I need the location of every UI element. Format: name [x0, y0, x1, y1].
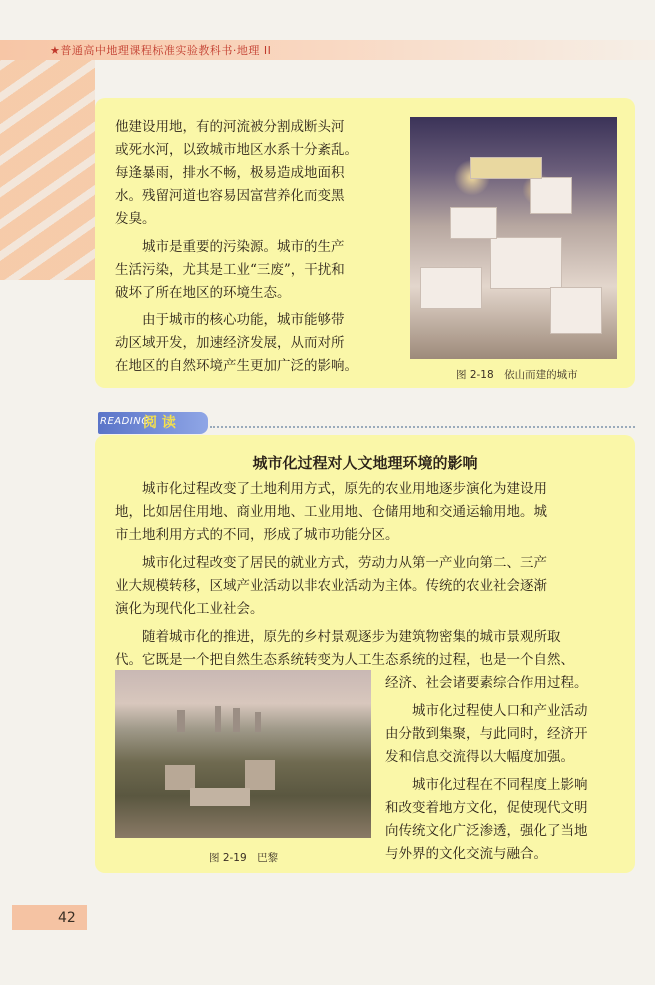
text-line: 在地区的自然环境产生更加广泛的影响。 — [115, 358, 358, 374]
figure-caption: 图 2-18 依山而建的城市 — [456, 369, 578, 381]
reading-badge-cn: 阅 读 — [143, 415, 176, 431]
photo-building — [255, 712, 261, 732]
photo-building — [490, 237, 562, 289]
text-line: 城市化过程改变了土地利用方式，原先的农业用地逐步演化为建设用 — [142, 481, 547, 497]
page-number: 42 — [58, 910, 76, 926]
photo-building — [165, 765, 195, 790]
photo-building — [530, 177, 572, 214]
text-line: 地，比如居住用地、商业用地、工业用地、仓储用地和交通运输用地。城 — [115, 504, 547, 520]
text-line: 和改变着地方文化，促使现代文明 — [385, 800, 588, 816]
text-line: 水。残留河道也容易因富营养化而变黑 — [115, 188, 345, 204]
paris-photo — [115, 670, 371, 838]
text-line: 代。它既是一个把自然生态系统转变为人工生态系统的过程，也是一个自然、 — [115, 652, 574, 668]
photo-building — [233, 708, 240, 732]
text-line: 破坏了所在地区的环境生态。 — [115, 285, 291, 301]
decorative-stripes — [0, 60, 95, 280]
text-line: 或死水河，以致城市地区水系十分紊乱。 — [115, 142, 358, 158]
photo-building — [190, 788, 250, 806]
text-line: 随着城市化的推进，原先的乡村景观逐步为建筑物密集的城市景观所取 — [142, 629, 561, 645]
photo-building — [420, 267, 482, 309]
hillside-city-photo — [410, 117, 617, 359]
text-line: 每逢暴雨，排水不畅，极易造成地面积 — [115, 165, 345, 181]
text-line: 城市化过程使人口和产业活动 — [412, 703, 588, 719]
running-header: ★普通高中地理课程标准实验教科书·地理 II — [50, 44, 272, 57]
text-line: 市土地利用方式的不同，形成了城市功能分区。 — [115, 527, 399, 543]
photo-building — [245, 760, 275, 790]
text-line: 城市化过程改变了居民的就业方式，劳动力从第一产业向第二、三产 — [142, 555, 547, 571]
text-line: 业大规模转移，区域产业活动以非农业活动为主体。传统的农业社会逐渐 — [115, 578, 547, 594]
text-line: 由分散到集聚，与此同时，经济开 — [385, 726, 588, 742]
text-line: 由于城市的核心功能，城市能够带 — [142, 312, 345, 328]
text-line: 他建设用地，有的河流被分割成断头河 — [115, 119, 345, 135]
text-line: 城市是重要的污染源。城市的生产 — [142, 239, 345, 255]
figure-caption: 图 2-19 巴黎 — [209, 852, 279, 864]
photo-building — [470, 157, 542, 179]
text-line: 动区域开发，加速经济发展，从而对所 — [115, 335, 345, 351]
text-line: 城市化过程在不同程度上影响 — [412, 777, 588, 793]
text-line: 向传统文化广泛渗透，强化了当地 — [385, 823, 588, 839]
text-line: 经济、社会诸要素综合作用过程。 — [385, 675, 588, 691]
photo-building — [177, 710, 185, 732]
reading-title: 城市化过程对人文地理环境的影响 — [252, 454, 478, 472]
photo-building — [215, 706, 221, 732]
text-line: 生活污染，尤其是工业“三废”，干扰和 — [115, 262, 345, 278]
reading-badge-en: READING — [100, 416, 150, 427]
dotted-divider — [210, 426, 635, 428]
photo-building — [550, 287, 602, 334]
text-line: 与外界的文化交流与融合。 — [385, 846, 547, 862]
photo-building — [450, 207, 497, 239]
text-line: 发臭。 — [115, 211, 156, 227]
text-line: 演化为现代化工业社会。 — [115, 601, 264, 617]
text-line: 发和信息交流得以大幅度加强。 — [385, 749, 574, 765]
